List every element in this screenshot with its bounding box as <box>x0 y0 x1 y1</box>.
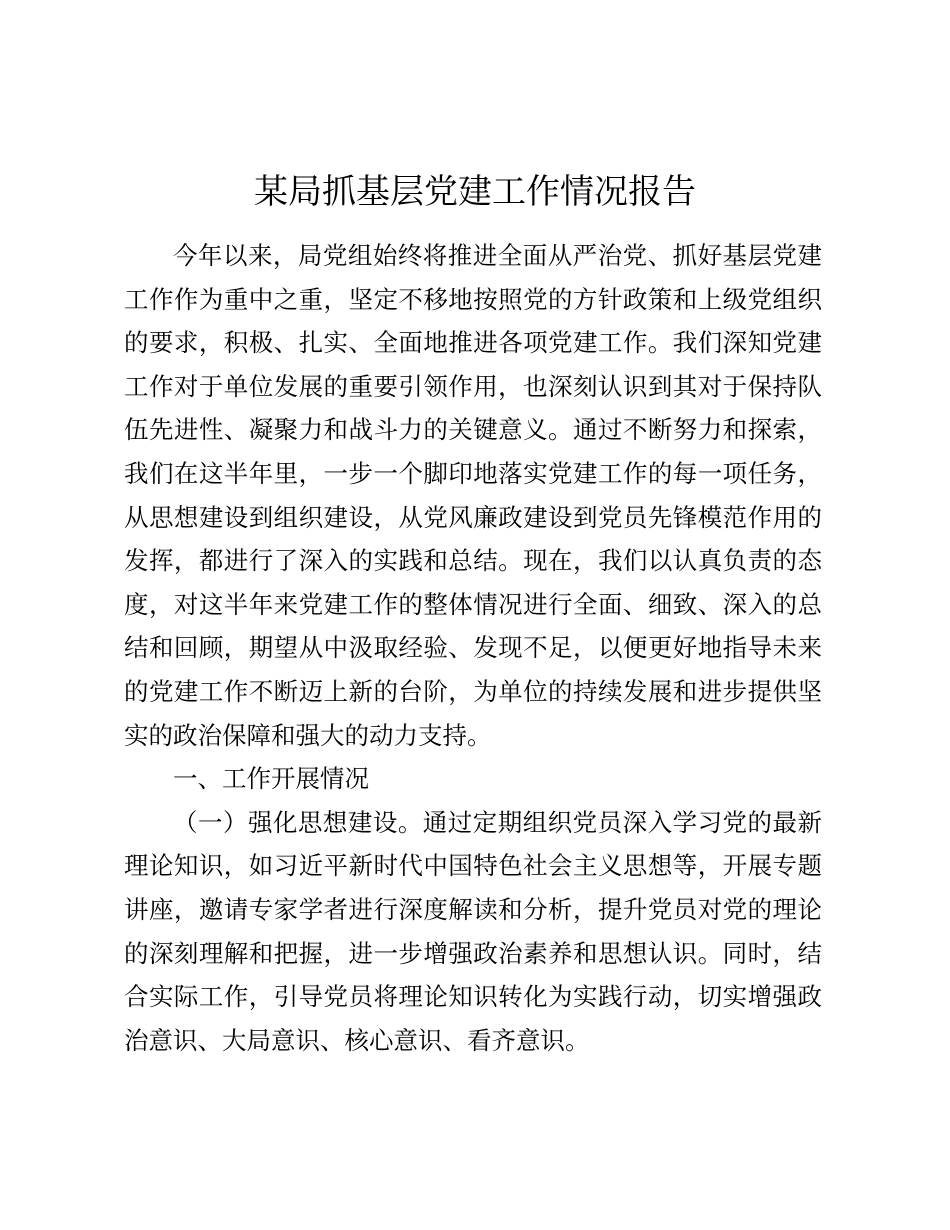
intro-paragraph: 今年以来，局党组始终将推进全面从严治党、抓好基层党建工作作为重中之重，坚定不移地按照党的方针政策和上级党组织的要求，积极、扎实、全面地推进各项党建工作。我们深知党建工作对于单位发展的重要引领作用，也深刻认识到其对于保持队伍先进性、凝聚力和战斗力的关键意义。通过不断努力和探索，我们在这半年里，一步一个脚印地落实党建工作的每一项任务，从思想建设到组织建设，从党风廉政建设到党员先锋模范作用的发挥，都进行了深入的实践和总结。现在，我们以认真负责的态度，对这半年来党建工作的整体情况进行全面、细致、深入的总结和回顾，期望从中汲取经验、发现不足，以便更好地指导未来的党建工作不断迈上新的台阶，为单位的持续发展和进步提供坚实的政治保障和强大的动力支持。 <box>124 241 822 750</box>
section-heading: 一、工作开展情况 <box>173 764 369 794</box>
document-body <box>124 234 822 1062</box>
document-title: 某局抓基层党建工作情况报告 <box>254 172 696 212</box>
subsection-paragraph: （一）强化思想建设。通过定期组织党员深入学习党的最新理论知识，如习近平新时代中国特色社会主义思想等，开展专题讲座，邀请专家学者进行深度解读和分析，提升党员对党的理论的深刻理解和把握，进一步增强政治素养和思想认识。同时，结合实际工作，引导党员将理论知识转化为实践行动，切实增强政治意识、大局意识、核心意识、看齐意识。 <box>124 807 822 1055</box>
